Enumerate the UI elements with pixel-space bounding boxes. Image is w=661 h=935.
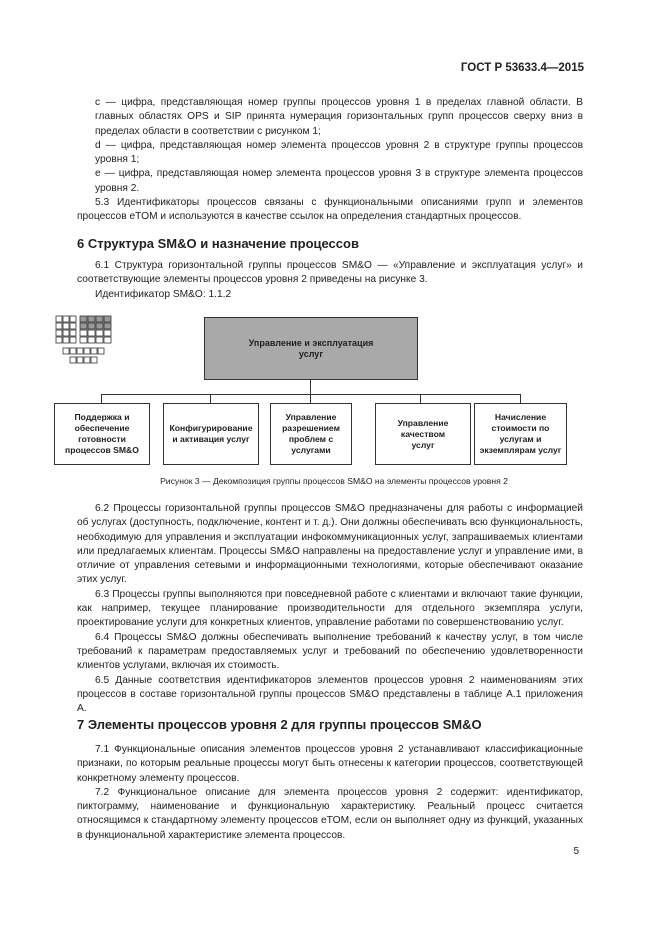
- process-box-5: Начисление стоимости по услугам и экземплярам услуг: [474, 403, 567, 465]
- section-6-body: [77, 502, 583, 716]
- section-6-heading: 6 Структура SM&O и назначение процессов: [77, 236, 359, 251]
- section-6-intro: [77, 259, 583, 302]
- connector-vertical-main: [310, 380, 311, 395]
- main-process-box: Управление и эксплуатация услуг: [204, 317, 418, 380]
- figure-caption: Рисунок 3 — Декомпозиция группы процессов SM&O на элементы процессов уровня 2: [160, 476, 508, 486]
- process-box-3: Управление разрешением проблем с услугами: [270, 403, 352, 465]
- list-item-c: c — цифра, представляющая номер группы процессов уровня 1 в пределах главной области. В главных областях OPS и SIP принята нумерация горизонтальных групп процессов сверху вниз в пределах области в соответствии с рисунком 1;: [95, 97, 583, 137]
- process-box-4: Управление качеством услуг: [375, 403, 471, 465]
- paragraph-6-4: 6.4 Процессы SM&O должны обеспечивать выполнение требований к качеству услуг, в том числе требований к параметрам предоставляемых услуг и требований по обеспечению удовлетворенности клиентов услугами, включая их стоимость.: [77, 631, 583, 672]
- list-block: [77, 96, 583, 225]
- paragraph-6-3: 6.3 Процессы группы выполняются при повседневной работе с клиентами и включают такие функции, как например, текущее планирование производительности для отдельного экземпляра услуги, проектирование услуги для конкретных клиентов, управление работами по совершенствованию услуг.: [77, 588, 583, 629]
- paragraph-5-3: 5.3 Идентификаторы процессов связаны с функциональными описаниями групп и элементов процессов eTOM и используются в качестве ссылок на определения стандартных процессов.: [77, 197, 583, 223]
- identifier-line: Идентификатор SM&O: 1.1.2: [95, 288, 232, 300]
- paragraph-6-1: 6.1 Структура горизонтальной группы процессов SM&O — «Управление и эксплуатация услуг» и соответствующие элементы процессов уровня 2 приведены на рисунке 3.: [77, 260, 583, 286]
- paragraph-6-5: 6.5 Данные соответствия идентификаторов элементов процессов уровня 2 наименованиям этих процессов в составе горизонтальной группы процессов SM&O представлены в таблице А.1 приложения А.: [77, 674, 583, 715]
- list-item-e: e — цифра, представляющая номер элемента процессов уровня 3 в структуре элемента процессов уровня 2.: [95, 168, 583, 194]
- paragraph-6-2: 6.2 Процессы горизонтальной группы процессов SM&O предназначены для работы с информацией об услугах (доступность, подключение, контент и т. д.). Они должны обеспечивать всю функциональность, необходимую для управления и эксплуатации инфокоммуникационных услуг, запрашиваемых клиентами или предлагаемых клиентам. Процессы SM&O направлены на предоставление услуг и управление ими, в отличие от управления сетевыми и информационными технологиями, которые обеспечивают оказание этих услуг.: [77, 503, 583, 586]
- page-number: 5: [573, 846, 579, 857]
- paragraph-7-1: 7.1 Функциональные описания элементов процессов уровня 2 устанавливают классификационные признаки, по которым реальные процессы могут быть отнесены к категории процессов, соответствующей конкретному элементу процессов.: [77, 744, 583, 784]
- section-7-body: [77, 743, 583, 843]
- paragraph-7-2: 7.2 Функциональное описание для элемента процессов уровня 2 содержит: идентификатор, пиктограмму, наименование и функциональную характеристику. Реальный процесс считается относящимся к стандартному элементу процессов eTOM, если он выполняет одну из функций, указанных в функциональной характеристике элемента процессов.: [77, 786, 583, 841]
- pictogram-icon: [55, 315, 117, 371]
- list-item-d: d — цифра, представляющая номер элемента процессов уровня 2 в структуре группы процессов уровня 1;: [95, 139, 583, 166]
- standard-header: ГОСТ Р 53633.4—2015: [460, 62, 584, 74]
- process-box-1: Поддержка и обеспечение готовности процессов SM&O: [54, 403, 150, 465]
- process-box-2: Конфигурирование и активация услуг: [163, 403, 259, 465]
- section-7-heading: 7 Элементы процессов уровня 2 для группы процессов SM&O: [77, 717, 482, 732]
